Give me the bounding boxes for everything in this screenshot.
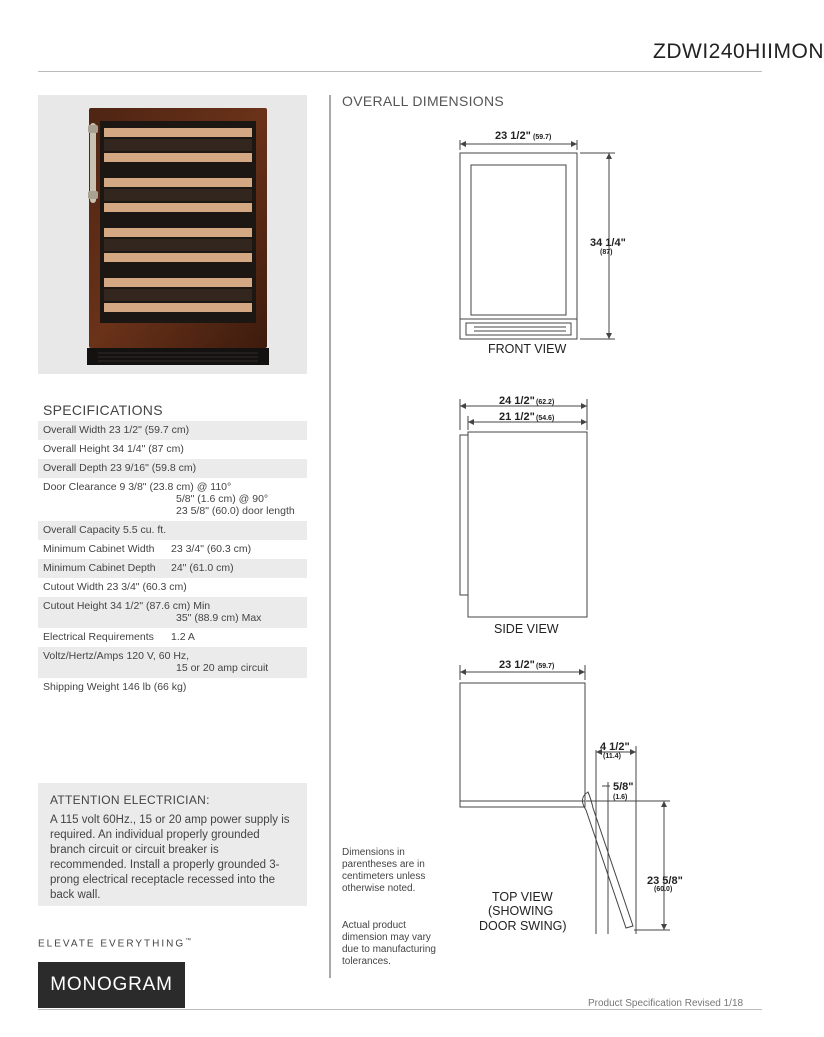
- spec-cutout-width: Cutout Width 23 3/4" (60.3 cm): [43, 581, 187, 593]
- spec-door-clearance: Door Clearance 9 3/8" (23.8 cm) @ 110°: [43, 481, 232, 493]
- spec-row: [38, 540, 307, 559]
- spec-row: [38, 678, 307, 697]
- spec-row: [38, 578, 307, 597]
- bottom-divider: [38, 1009, 762, 1010]
- spec-row: [38, 559, 307, 578]
- spec-voltz-circuit: 15 or 20 amp circuit: [176, 662, 269, 674]
- spec-door-clearance-90: 5/8" (1.6 cm) @ 90°: [176, 493, 269, 505]
- side-depth2-cm: (54.6): [536, 415, 555, 422]
- overall-dimensions-heading: OVERALL DIMENSIONS: [342, 93, 505, 109]
- spec-electrical-value: 1.2 A: [171, 631, 195, 643]
- top-view-caption-3: DOOR SWING): [479, 919, 567, 933]
- spec-row: [38, 597, 307, 628]
- spec-row: [38, 459, 307, 478]
- spec-row: [38, 440, 307, 459]
- gap-label: 5/8": [613, 781, 634, 793]
- door-length-cm: (60.0): [654, 886, 673, 893]
- spec-shipping-weight: Shipping Weight 146 lb (66 kg): [43, 681, 187, 693]
- top-view-caption-1: TOP VIEW: [492, 890, 553, 904]
- spec-overall-width: Overall Width 23 1/2" (59.7 cm): [43, 424, 190, 436]
- front-view-caption: FRONT VIEW: [488, 342, 567, 356]
- spec-door-length: 23 5/8" (60.0) door length: [176, 505, 295, 517]
- specifications-heading: SPECIFICATIONS: [43, 402, 163, 418]
- gap-cm: (1.6): [613, 794, 628, 801]
- front-height-cm: (87): [600, 249, 613, 256]
- top-width-label: 23 1/2": [499, 659, 535, 671]
- dimension-drawings: [420, 120, 760, 940]
- swing-cm: (11.4): [603, 753, 621, 760]
- side-view-caption: SIDE VIEW: [494, 622, 559, 636]
- side-depth-label: 24 1/2": [499, 395, 535, 407]
- model-number: ZDWI240HIIMON: [653, 40, 824, 63]
- dimensions-note: Dimensions in parentheses are in centimeters unless otherwise noted.: [342, 847, 426, 894]
- front-width-label: 23 1/2": [495, 130, 531, 142]
- column-divider: [329, 95, 331, 978]
- product-photo: [38, 95, 307, 374]
- door-length-label: 23 5/8": [647, 875, 683, 887]
- spec-min-cab-width-value: 23 3/4" (60.3 cm): [171, 543, 252, 555]
- spec-voltz: Voltz/Hertz/Amps 120 V, 60 Hz,: [43, 650, 190, 662]
- top-view-caption-2: (SHOWING: [488, 904, 554, 918]
- spec-row: [38, 521, 307, 540]
- top-width-cm: (59.7): [536, 663, 555, 670]
- spec-min-cab-depth-label: Minimum Cabinet Depth: [43, 562, 156, 574]
- spec-cutout-height-min: Cutout Height 34 1/2" (87.6 cm) Min: [43, 600, 211, 612]
- spec-row: [38, 478, 307, 521]
- spec-row: [38, 647, 307, 678]
- attention-body: A 115 volt 60Hz., 15 or 20 amp power supply is required. An individual properly grounded branch circuit or circuit breaker is recommended. Install a properly grounded 3-prong electrical receptacle recessed into the back wall.: [50, 814, 290, 901]
- brand-tagline: ELEVATE EVERYTHING™: [38, 938, 194, 950]
- attention-heading: ATTENTION ELECTRICIAN:: [50, 793, 210, 807]
- spec-min-cab-width-label: Minimum Cabinet Width: [43, 543, 155, 555]
- top-divider: [38, 71, 762, 72]
- monogram-logo: MONOGRAM: [38, 962, 185, 1008]
- spec-overall-depth: Overall Depth 23 9/16" (59.8 cm): [43, 462, 197, 474]
- swing-label: 4 1/2": [600, 741, 630, 753]
- spec-row: [38, 421, 307, 440]
- wine-refrigerator-illustration: [38, 95, 307, 374]
- tolerance-note: Actual product dimension may vary due to manufacturing tolerances.: [342, 920, 436, 967]
- front-width-cm: (59.7): [533, 134, 552, 141]
- spec-min-cab-depth-value: 24" (61.0 cm): [171, 562, 234, 574]
- attention-electrician-box: [38, 783, 307, 906]
- side-view-drawing: [460, 399, 587, 617]
- spec-overall-capacity: Overall Capacity 5.5 cu. ft.: [43, 524, 167, 536]
- front-height-label: 34 1/4": [590, 237, 626, 249]
- spec-row: [38, 628, 307, 647]
- side-depth-cm: (62.2): [536, 399, 555, 406]
- specifications-table: [38, 421, 307, 697]
- revision-footer: Product Specification Revised 1/18: [588, 998, 744, 1009]
- spec-cutout-height-max: 35" (88.9 cm) Max: [176, 612, 262, 624]
- spec-overall-height: Overall Height 34 1/4" (87 cm): [43, 443, 184, 455]
- spec-electrical-label: Electrical Requirements: [43, 631, 154, 643]
- side-depth2-label: 21 1/2": [499, 411, 535, 423]
